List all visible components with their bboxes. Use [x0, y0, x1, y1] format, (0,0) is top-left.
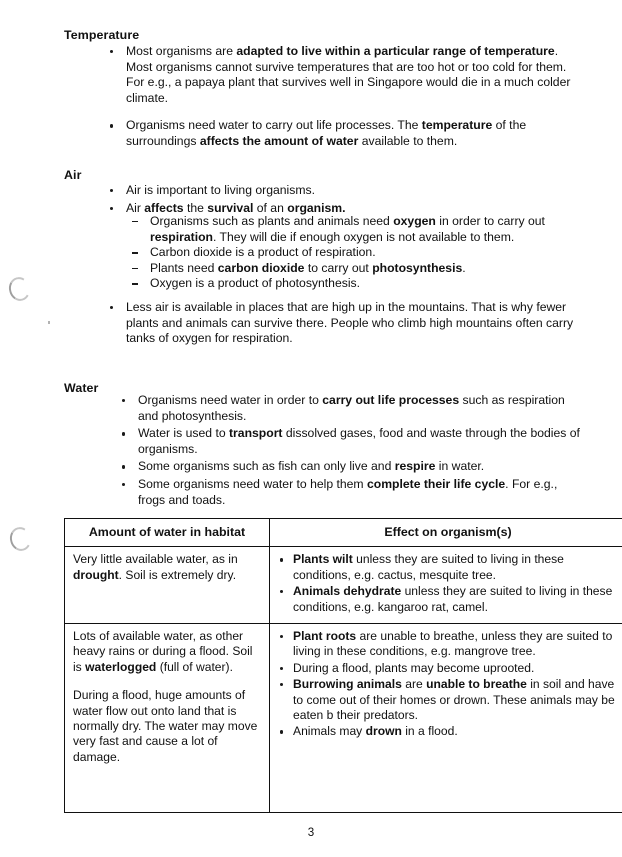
bullet-text: Plant roots are unable to breathe, unless they are suited to living in these conditions, e.g. mangrove tree. [293, 629, 613, 659]
list-item [116, 477, 586, 508]
bullet-text: Some organisms need water to help them complete their life cycle. For e.g., frogs and toads. [138, 476, 558, 507]
column-header-effect-on-organisms: Effect on organism(s) [270, 519, 622, 547]
list-item [128, 261, 596, 277]
air-sub-bullet-list [118, 214, 596, 292]
bullet-dot-icon [280, 558, 283, 561]
cell-bullet-list [278, 552, 618, 615]
list-item [104, 183, 584, 199]
bullet-dot-icon [280, 590, 283, 593]
bullet-text: Oxygen is a product of photosynthesis. [150, 276, 361, 291]
temperature-bullet-list [104, 44, 574, 152]
bullet-text: Animals dehydrate unless they are suited to living in these conditions, e.g. kangaroo rat, camel. [293, 584, 613, 614]
bullet-text: Burrowing animals are unable to breathe in soil and have to come out of their homes or drown. These animals may be eaten b their predators. [293, 677, 615, 723]
list-item [278, 584, 618, 615]
cell-amount-of-water-drought [65, 547, 270, 624]
table-row [65, 624, 622, 813]
list-item [278, 629, 618, 660]
bullet-dot-icon [110, 306, 113, 309]
bullet-dot-icon [110, 50, 113, 53]
bullet-text: Air is important to living organisms. [126, 183, 315, 197]
bullet-text: Animals may drown in a flood. [293, 724, 458, 739]
list-item [116, 426, 586, 457]
bullet-text: Air affects the survival of an organism. [126, 200, 346, 215]
bullet-dot-icon [280, 730, 283, 733]
hole-punch-mark-bottom [7, 525, 33, 553]
water-habitat-table [64, 518, 622, 813]
list-item [278, 661, 618, 676]
cell-bullet-list [278, 629, 618, 740]
list-item [278, 552, 618, 583]
dash-bullet-icon [132, 283, 138, 284]
cell-paragraph: Lots of available water, as other heavy rains or during a flood. Soil is waterlogged (full of water). [73, 629, 253, 674]
list-item [116, 459, 586, 475]
bullet-dot-icon [122, 399, 125, 402]
bullet-text: Plants need carbon dioxide to carry out photosynthesis. [150, 260, 466, 275]
list-item [128, 214, 596, 245]
bullet-text: Some organisms such as fish can only live and respire in water. [138, 459, 485, 474]
scan-speck [48, 321, 50, 324]
list-item [104, 118, 574, 149]
bullet-dot-icon [280, 667, 283, 670]
bullet-text: Most organisms are adapted to live within a particular range of temperature. Most organisms cannot survive temperatures that are too hot or too cold for them. For e.g., a papaya plant that survives well in Singapore would die in a much colder climate. [126, 44, 571, 105]
dash-bullet-icon [132, 252, 138, 253]
cell-paragraph: Very little available water, as in drought. Soil is extremely dry. [73, 552, 238, 582]
list-item [104, 44, 574, 106]
cell-paragraph: During a flood, huge amounts of water flow out onto land that is normally dry. The water may move very fast and cause a lot of damage. [73, 688, 258, 764]
bullet-text: Organisms need water in order to carry out life processes such as respiration and photosynthesis. [138, 393, 565, 423]
cell-amount-of-water-flood [65, 624, 270, 813]
bullet-dot-icon [122, 465, 125, 468]
list-item [128, 276, 596, 292]
water-bullet-list [116, 393, 586, 510]
bullet-text: During a flood, plants may become uprooted. [293, 660, 535, 675]
cell-effect-drought [270, 547, 622, 624]
cell-effect-flood [270, 624, 622, 813]
section-heading-air: Air [64, 168, 82, 182]
section-heading-temperature: Temperature [64, 28, 140, 42]
table-row [65, 547, 622, 624]
list-item [278, 724, 618, 739]
air-trailing-bullet-list [104, 300, 582, 349]
bullet-dot-icon [122, 483, 125, 486]
list-item [278, 677, 618, 723]
air-bullet-list [104, 183, 584, 218]
bullet-dot-icon [110, 207, 113, 210]
bullet-text: Water is used to transport dissolved gases, food and waste through the bodies of organisms. [138, 426, 580, 456]
list-item [104, 300, 582, 347]
bullet-text: Organisms need water to carry out life processes. The temperature of the surroundings affects the amount of water available to them. [126, 118, 527, 148]
bullet-text: Plants wilt unless they are suited to living in these conditions, e.g. cactus, mesquite tree. [293, 552, 564, 582]
bullet-dot-icon [110, 189, 113, 192]
bullet-dot-icon [280, 635, 283, 638]
bullet-text: Less air is available in places that are high up in the mountains. That is why fewer plants and animals can survive there. People who climb high mountains often carry tanks of oxygen for respiration. [126, 300, 574, 346]
section-heading-water: Water [64, 381, 99, 395]
list-item [116, 393, 586, 424]
hole-punch-mark-top [6, 275, 32, 303]
dash-bullet-icon [132, 221, 138, 222]
bullet-dot-icon [110, 124, 113, 127]
table-header-row [65, 519, 622, 547]
bullet-dot-icon [122, 432, 125, 435]
bullet-text: Carbon dioxide is a product of respiration. [150, 245, 376, 260]
paragraph-spacer [73, 675, 261, 688]
bullet-dot-icon [280, 683, 283, 686]
column-header-amount-of-water: Amount of water in habitat [65, 519, 270, 547]
dash-bullet-icon [132, 268, 138, 269]
page-number: 3 [307, 826, 315, 839]
list-item [128, 245, 596, 261]
bullet-text: Organisms such as plants and animals need oxygen in order to carry out respiration. They will die if enough oxygen is not available to them. [150, 214, 545, 244]
